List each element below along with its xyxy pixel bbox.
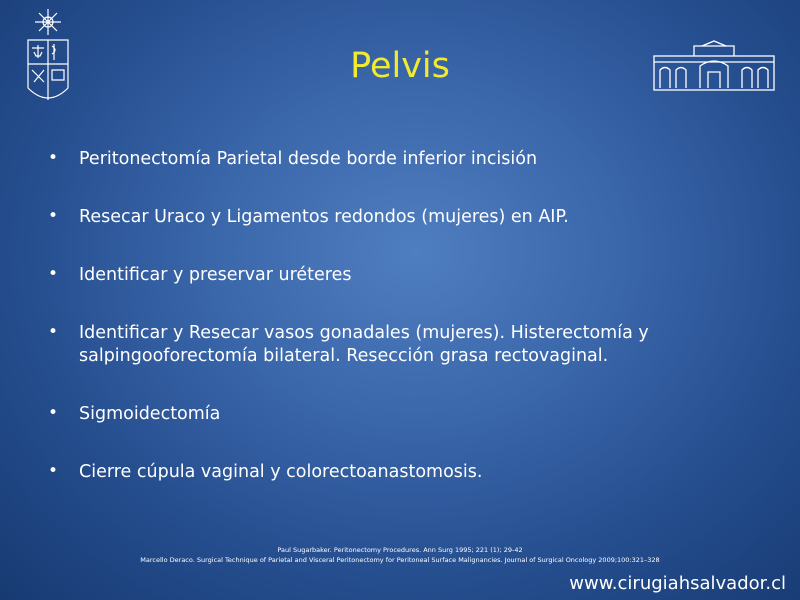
bullet-text: Resecar Uraco y Ligamentos redondos (mujeres) en AIP. (79, 207, 569, 227)
bullet-glyph: • (48, 322, 59, 342)
bullet-item (44, 322, 744, 368)
reference-line: Marcello Deraco. Surgical Technique of Parietal and Visceral Peritonectomy for Peritoneal Surface Malignancies. Journal of Surgical Oncology 2009;100:321–328 (140, 556, 660, 564)
references (0, 545, 800, 565)
bullet-item (44, 148, 744, 171)
bullet-item (44, 206, 744, 229)
bullet-text: Identificar y preservar uréteres (79, 265, 352, 285)
bullet-glyph: • (48, 206, 59, 226)
slide-title: Pelvis (350, 46, 450, 86)
bullet-glyph: • (48, 403, 59, 423)
website-url: www.cirugiahsalvador.cl (569, 573, 786, 594)
bullet-list (44, 148, 744, 484)
bullet-item (44, 264, 744, 287)
bullet-text: Cierre cúpula vaginal y colorectoanastomosis. (79, 462, 483, 482)
bullet-text: Peritonectomía Parietal desde borde inferior incisión (79, 149, 538, 169)
bullet-item (44, 403, 744, 426)
reference-line: Paul Sugarbaker. Peritonectomy Procedures. Ann Surg 1995; 221 (1); 29-42 (277, 546, 523, 554)
bullet-glyph: • (48, 264, 59, 284)
bullet-item (44, 461, 744, 484)
bullet-glyph: • (48, 148, 59, 168)
bullet-text: Sigmoidectomía (79, 404, 221, 424)
bullet-text: Identificar y Resecar vasos gonadales (mujeres). Histerectomía y salpingooforectomía bilateral. Resección grasa rectovaginal. (79, 323, 649, 366)
bullet-glyph: • (48, 461, 59, 481)
